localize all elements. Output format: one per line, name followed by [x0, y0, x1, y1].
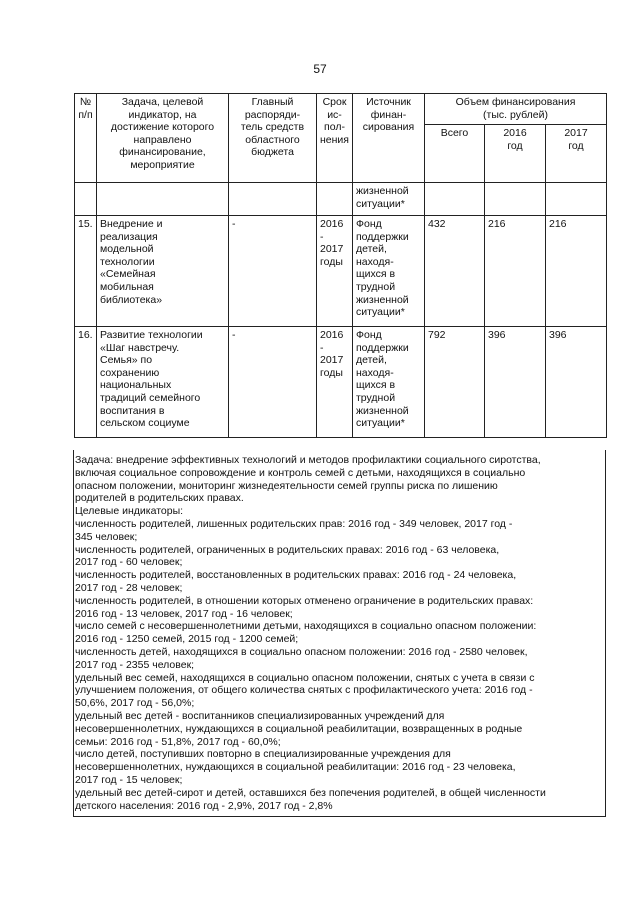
paragraph-line: 2017 год - 15 человек; — [75, 773, 183, 786]
paragraph-line: 2017 год - 60 человек; — [75, 556, 183, 569]
row-source: Фонд поддержки детей, находя- щихся в трудной жизненной ситуации* — [353, 327, 425, 438]
row-2017: 216 — [546, 216, 607, 327]
row-num: 15. — [75, 216, 97, 327]
paragraph-line: численность родителей, в отношении которых отменено ограничение в родительских правах: — [75, 594, 534, 607]
paragraph-line: численность родителей, восстановленных в родительских правах: 2016 год - 24 человека, — [75, 569, 517, 582]
paragraph-line: 2016 год - 13 человек, 2017 год - 16 человек; — [75, 607, 293, 620]
row-2016: 396 — [485, 327, 546, 438]
paragraph-line: удельный вес детей - воспитанников специализированных учреждений для — [75, 709, 445, 722]
row-term: 2016 - 2017 годы — [317, 327, 353, 438]
header-manager: Главный распоряди- тель средств областного бюджета — [229, 94, 317, 183]
paragraph-line: 50,6%, 2017 год - 56,0%; — [75, 697, 195, 710]
paragraph-line: удельный вес семей, находящихся в социально опасном положении, снятых с учета в связи с — [75, 671, 535, 684]
header-num: № п/п — [75, 94, 97, 183]
paragraph-line: 2016 год - 1250 семей, 2015 год - 1200 семей; — [75, 633, 299, 646]
header-row — [75, 94, 607, 125]
header-task: Задача, целевой индикатор, на достижение которого направлено финансирование, мероприятие — [97, 94, 229, 183]
paragraph-line: семьи: 2016 год - 51,8%, 2017 год - 60,0%; — [75, 735, 281, 748]
paragraph-line: несовершеннолетних, нуждающихся в социальной реабилитации, возвращенных в родные — [75, 722, 523, 735]
paragraph-line: численность детей, находящихся в социально опасном положении: 2016 год - 2580 человек, — [75, 645, 528, 658]
paragraph-line: детского населения: 2016 год - 2,9%, 2017 год - 2,8% — [75, 799, 333, 812]
header-term: Срок ис- пол- нения — [317, 94, 353, 183]
row-task: Внедрение и реализация модельной технологии «Семейная мобильная библиотека» — [97, 216, 229, 327]
table-row — [75, 327, 607, 438]
paragraph-line: родителей в родительских правах. — [75, 492, 244, 505]
page-number: 57 — [313, 62, 327, 76]
row-2016: 216 — [485, 216, 546, 327]
header-total: Всего — [425, 125, 485, 183]
header-2017: 2017 год — [546, 125, 607, 183]
row-num: 16. — [75, 327, 97, 438]
row-term: 2016 - 2017 годы — [317, 216, 353, 327]
continuation-source: жизненной ситуации* — [353, 183, 425, 216]
paragraph-line: несовершеннолетних, нуждающихся в социальной реабилитации: 2016 год - 23 человека, — [75, 761, 516, 774]
row-task: Развитие технологии «Шаг навстречу. Семья» по сохранению национальных традиций семейного воспитания в сельском социуме — [97, 327, 229, 438]
table-row — [75, 216, 607, 327]
paragraph-line: численность родителей, ограниченных в родительских правах: 2016 год - 63 человека, — [75, 543, 500, 556]
continuation-row — [75, 183, 607, 216]
row-total: 792 — [425, 327, 485, 438]
row-manager: - — [229, 216, 317, 327]
header-volume: Объем финансирования (тыс. рублей) — [425, 94, 607, 125]
paragraph-line: улучшением положения, от общего количества снятых с профилактического учета: 2016 год - — [75, 684, 533, 697]
paragraph-line: удельный вес детей-сирот и детей, оставшихся без попечения родителей, в общей численности — [75, 786, 546, 799]
paragraph-line: численность родителей, лишенных родительских прав: 2016 год - 349 человек, 2017 год - — [75, 517, 513, 530]
header-2016: 2016 год — [485, 125, 546, 183]
paragraph-line: опасном положении, мониторинг жизнедеятельности семей группы риска по лишению — [75, 479, 498, 492]
block-border — [73, 450, 606, 817]
paragraph-line: 2017 год - 2355 человек; — [75, 658, 195, 671]
paragraph-line: 345 человек; — [75, 530, 138, 543]
row-2017: 396 — [546, 327, 607, 438]
paragraph-line: включая социальное сопровождение и контроль семей с детьми, находящихся в социально — [75, 466, 526, 479]
paragraph-line: число детей, поступивших повторно в специализированные учреждения для — [75, 748, 451, 761]
financing-table — [74, 93, 607, 438]
paragraph-line: Целевые индикаторы: — [75, 505, 184, 518]
task-indicators-block — [75, 454, 603, 812]
paragraph-line: 2017 год - 28 человек; — [75, 581, 183, 594]
paragraph-line: Задача: внедрение эффективных технологий и методов профилактики социального сиротства, — [75, 454, 541, 466]
row-manager: - — [229, 327, 317, 438]
row-total: 432 — [425, 216, 485, 327]
paragraph-line: число семей с несовершеннолетними детьми, находящихся в социально опасном положении: — [75, 620, 537, 633]
header-source: Источник финан- сирования — [353, 94, 425, 183]
row-source: Фонд поддержки детей, находя- щихся в трудной жизненной ситуации* — [353, 216, 425, 327]
